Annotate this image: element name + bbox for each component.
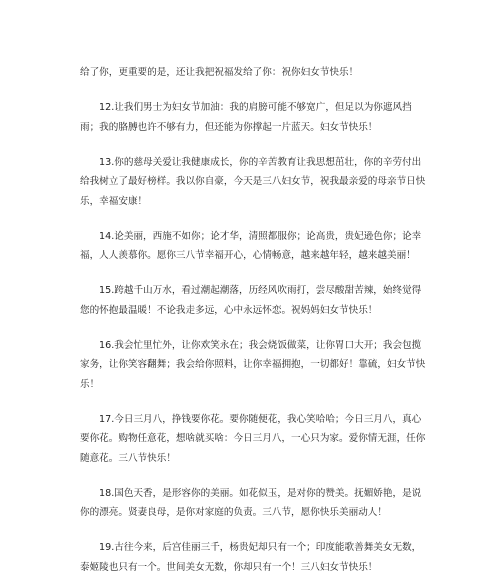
paragraph-19: 19.古往今来，后宫佳丽三千，杨贵妃却只有一个；印度能歌善舞美女无数，泰姬陵也只有一个。世间美女无数，你却只有一个！三八妇女节快乐！ [80,542,422,573]
paragraph-continuation: 给了你，更重要的是，还让我把祝福发给了你：祝你妇女节快乐！ [80,67,359,78]
paragraph-14: 14.论美丽，西施不如你；论才华，清照都服你；论高贵，贵妃逊色你；论幸福，人人羡慕你。愿你三八节幸福开心，心情畅意，越来越年轻，越来越美丽！ [80,230,422,261]
paragraph-18: 18.国色天香，是形容你的美丽。如花似玉，是对你的赞美。抚媚娇艳，是说你的漂亮。贤妻良母，是你对家庭的负责。三八节，愿你快乐美丽动人！ [80,487,422,518]
paragraph-16: 16.我会忙里忙外，让你欢笑永在；我会烧饭做菜，让你胃口大开；我会包揽家务，让你笑容翻舞；我会给你照料，让你幸福拥抱，一切都好！靠硫，妇女节快乐！ [80,339,426,390]
paragraph-12: 12.让我们男士为妇女节加油：我的肩膀可能不够宽广，但足以为你遮风挡雨；我的胳膊也许不够有力，但还能为你撑起一片蓝天。妇女节快乐！ [80,102,412,133]
paragraph-15: 15.跨越千山万水，看过潮起潮落，历经风吹雨打，尝尽酸甜苦辣，始终觉得您的怀抱最温暖！不论我走多远，心中永远怀恋。祝妈妈妇女节快乐！ [80,285,422,316]
paragraph-13: 13.你的慈母关爱让我健康成长，你的辛苦教育让我思想茁壮，你的辛劳付出给我树立了最好榜样。我以你自豪，今天是三八妇女节，祝我最亲爱的母亲节日快乐，幸福安康！ [80,156,426,207]
paragraph-17: 17.今日三月八，挣钱要你花。要你随便花，我心笑哈哈；今日三月八，真心要你花。购物任意花，想啥就买啥：今日三月八，一心只为家。爱你情无涯，任你随意花。三八节快乐！ [80,413,426,464]
